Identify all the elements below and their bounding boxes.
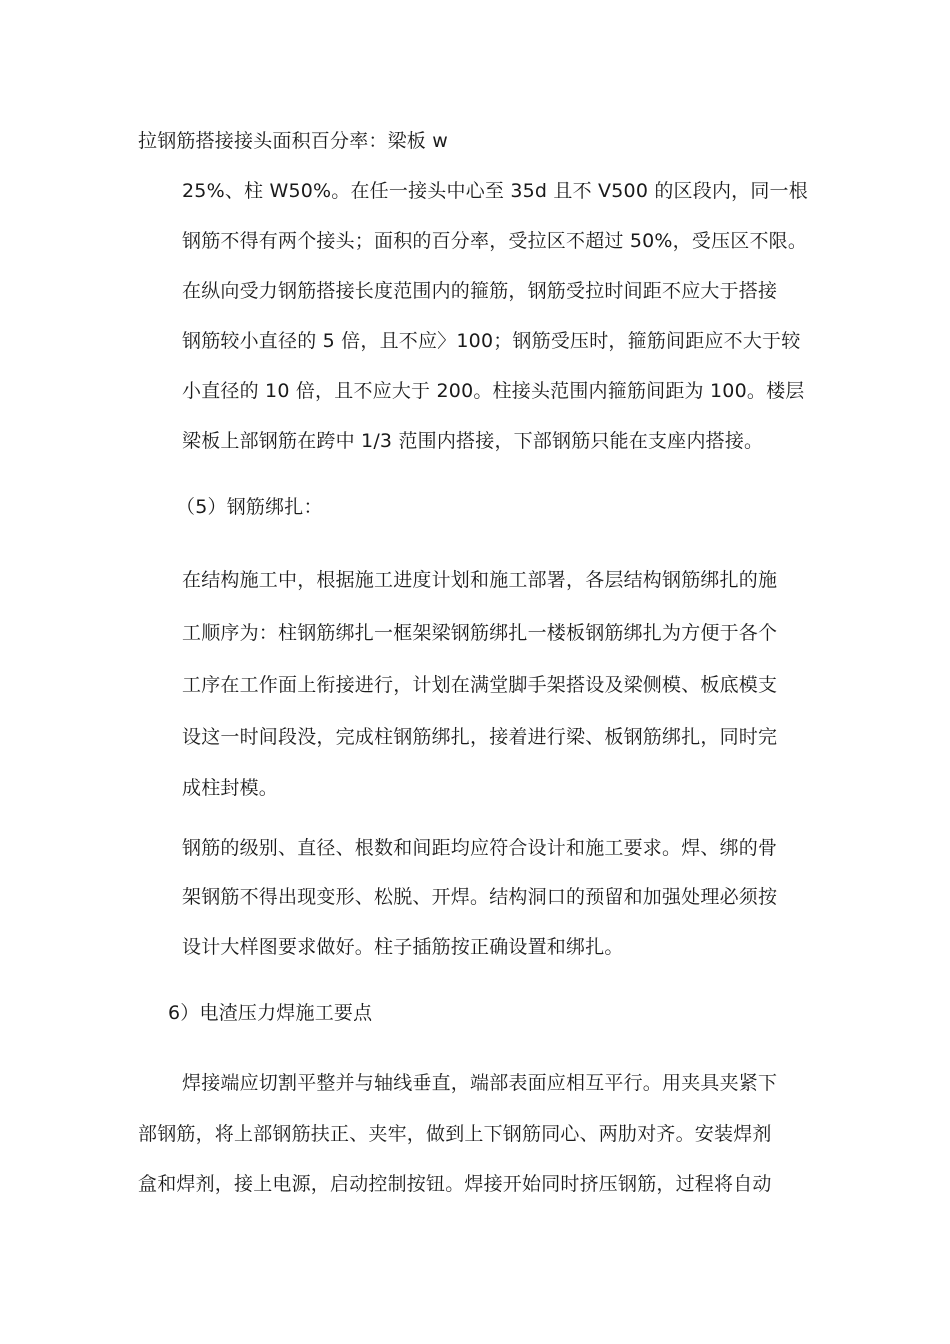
text-line: 部钢筋，将上部钢筋扶正、夹牢，做到上下钢筋同心、两肋对齐。安装焊剂 — [138, 1123, 772, 1145]
section-heading: 6）电渣压力焊施工要点 — [168, 1002, 373, 1024]
text-line: 25%、柱 W50%。在任一接头中心至 35d 且不 V500 的区段内，同一根 — [182, 180, 808, 202]
section-heading: （5）钢筋绑扎： — [176, 496, 323, 518]
text-line: 焊接端应切割平整并与轴线垂直，端部表面应相互平行。用夹具夹紧下 — [182, 1072, 778, 1094]
text-line: 在结构施工中，根据施工进度计划和施工部署，各层结构钢筋绑扎的施 — [182, 569, 778, 591]
text-line: 成柱封模。 — [182, 777, 279, 799]
text-line: 钢筋较小直径的 5 倍，且不应〉100；钢筋受压时，箍筋间距应不大于较 — [182, 330, 801, 352]
text-line: 架钢筋不得出现变形、松脱、开焊。结构洞口的预留和加强处理必须按 — [182, 886, 778, 908]
text-line: 在纵向受力钢筋搭接长度范围内的箍筋，钢筋受拉时间距不应大于搭接 — [182, 280, 778, 302]
text-line: 拉钢筋搭接接头面积百分率：梁板 w — [138, 130, 448, 152]
text-line: 钢筋不得有两个接头；面积的百分率，受拉区不超过 50%，受压区不限。 — [182, 230, 808, 252]
text-line: 小直径的 10 倍，且不应大于 200。柱接头范围内箍筋间距为 100。楼层 — [182, 380, 805, 402]
text-line: 设这一时间段没，完成柱钢筋绑扎，接着进行梁、板钢筋绑扎，同时完 — [182, 726, 778, 748]
text-line: 钢筋的级别、直径、根数和间距均应符合设计和施工要求。焊、绑的骨 — [182, 837, 778, 859]
text-line: 工序在工作面上衔接进行，计划在满堂脚手架搭设及梁侧模、板底模支 — [182, 674, 778, 696]
text-line: 梁板上部钢筋在跨中 1/3 范围内搭接，下部钢筋只能在支座内搭接。 — [182, 430, 764, 452]
text-line: 设计大样图要求做好。柱子插筋按正确设置和绑扎。 — [182, 936, 624, 958]
text-line: 工顺序为：柱钢筋绑扎一框架梁钢筋绑扎一楼板钢筋绑扎为方便于各个 — [182, 622, 778, 644]
text-line: 盒和焊剂，接上电源，启动控制按钮。焊接开始同时挤压钢筋，过程将自动 — [138, 1173, 772, 1195]
